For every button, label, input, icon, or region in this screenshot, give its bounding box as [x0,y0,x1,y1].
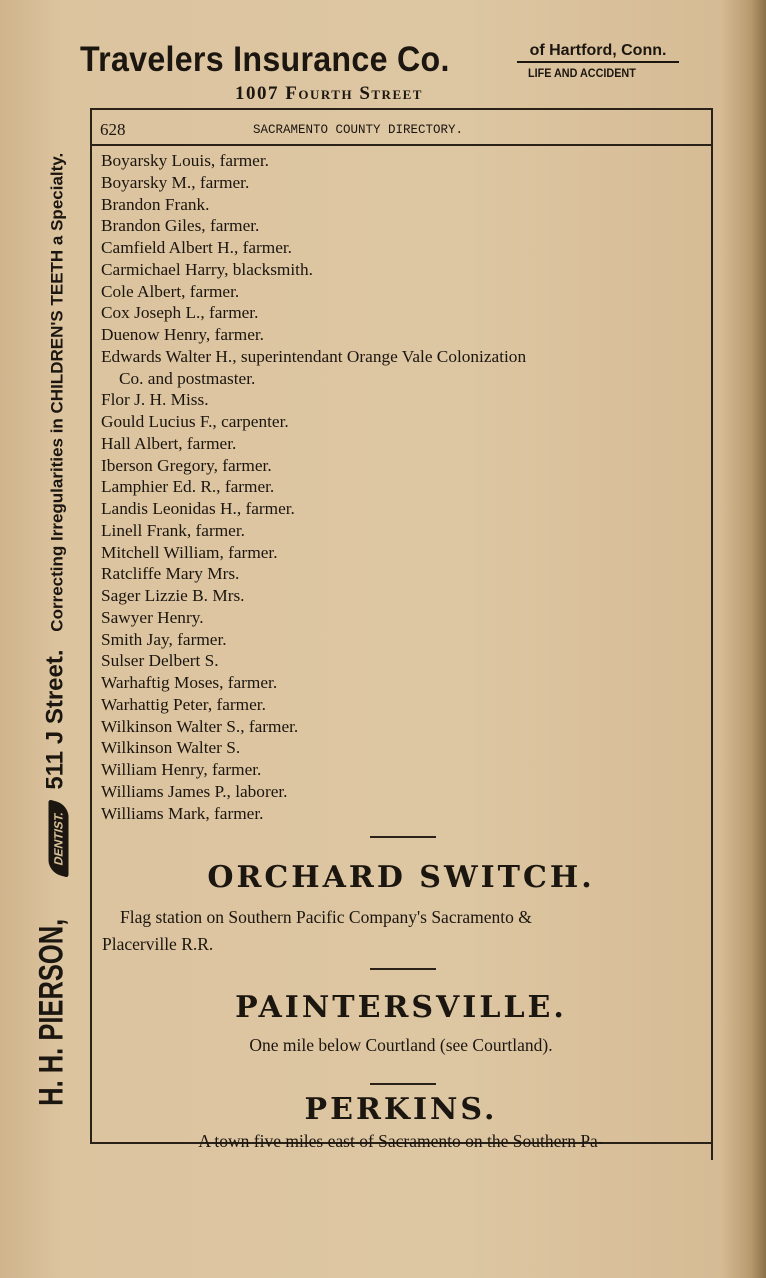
directory-entry: Camfield Albert H., farmer. [101,238,292,257]
side-ad-address: 511 J Street. [41,649,69,790]
directory-entry: Brandon Frank. [101,194,210,214]
directory-entry: Warhattig Peter, farmer. [101,694,266,714]
page-number: 628 [100,120,126,139]
header-location: of Hartford, Conn. [517,42,679,63]
side-advertisement [33,70,72,1220]
section-divider [370,968,436,970]
directory-entry: Landis Leonidas H., farmer. [101,499,295,518]
section-title: PERKINS. [304,1092,498,1127]
directory-entry: Edwards Walter H., superintendant Orange Vale Colonization [101,346,527,366]
directory-entry: Ratcliffe Mary Mrs. [101,564,240,584]
directory-entry: Linell Frank, farmer. [101,520,245,540]
directory-entry: Iberson Gregory, farmer. [101,455,272,475]
directory-entry: Warhaftig Moses, farmer. [101,673,278,692]
directory-entry: Wilkinson Walter S. [101,738,241,758]
section-paintersville [90,990,712,1056]
directory-entry: Flor J. H. Miss. [101,390,209,410]
section-text: Placerville R.R. [102,934,214,954]
directory-entry: Gould Lucius F., carpenter. [101,412,289,431]
directory-entry: Williams Mark, farmer. [101,803,264,823]
section-text: Flag station on Southern Pacific Company's Sacramento & [120,907,532,927]
section-title: PAINTERSVILLE. [235,990,567,1025]
section-text: One mile below Courtland (see Courtland). [249,1035,553,1055]
header-company: Travelers Insurance Co. [80,40,450,79]
directory-entry: Sulser Delbert S. [101,651,219,671]
side-ad-specialty: Correcting Irregularities in CHILDREN'S TEETH a Specialty. [47,152,67,632]
head-rule [90,144,712,146]
side-ad-name: H. H. PIERSON, [32,919,71,1107]
directory-entry: Lamphier Ed. R., farmer. [101,477,275,497]
directory-entry: Duenow Henry, farmer. [101,325,264,344]
directory-list [101,150,526,824]
directory-entry: Hall Albert, farmer. [101,433,237,453]
directory-entry: Boyarsky Louis, farmer. [101,151,269,170]
section-title: ORCHARD SWITCH. [207,860,595,895]
directory-entry: Cox Joseph L., farmer. [101,303,259,323]
directory-entry: Williams James P., laborer. [101,781,288,801]
section-divider [370,1083,436,1085]
header-lines: LIFE AND ACCIDENT [528,66,636,80]
directory-entry: Sager Lizzie B. Mrs. [101,586,245,605]
directory-entry: Brandon Giles, farmer. [101,216,260,236]
section-orchard-switch [90,860,712,955]
directory-entry: William Henry, farmer. [101,760,262,779]
left-border [90,108,92,1143]
directory-entry: Boyarsky M., farmer. [101,172,250,192]
directory-entry: Wilkinson Walter S., farmer. [101,716,299,736]
top-rule [90,108,712,110]
section-perkins [90,1092,712,1152]
header-address: 1007 Fourth Street [235,83,423,104]
side-ad-banner: DENTIST. [48,799,68,878]
directory-entry: Smith Jay, farmer. [101,629,227,649]
directory-entry: Sawyer Henry. [101,607,204,627]
running-head: SACRAMENTO COUNTY DIRECTORY. [253,123,464,137]
directory-entry: Mitchell William, farmer. [101,542,278,562]
section-text: A town five miles east of Sacramento on the Southern Pa- [198,1131,604,1151]
directory-entry: Co. and postmaster. [119,368,256,388]
directory-entry: Cole Albert, farmer. [101,281,240,301]
directory-entry: Carmichael Harry, blacksmith. [101,259,313,279]
section-divider [370,836,436,838]
